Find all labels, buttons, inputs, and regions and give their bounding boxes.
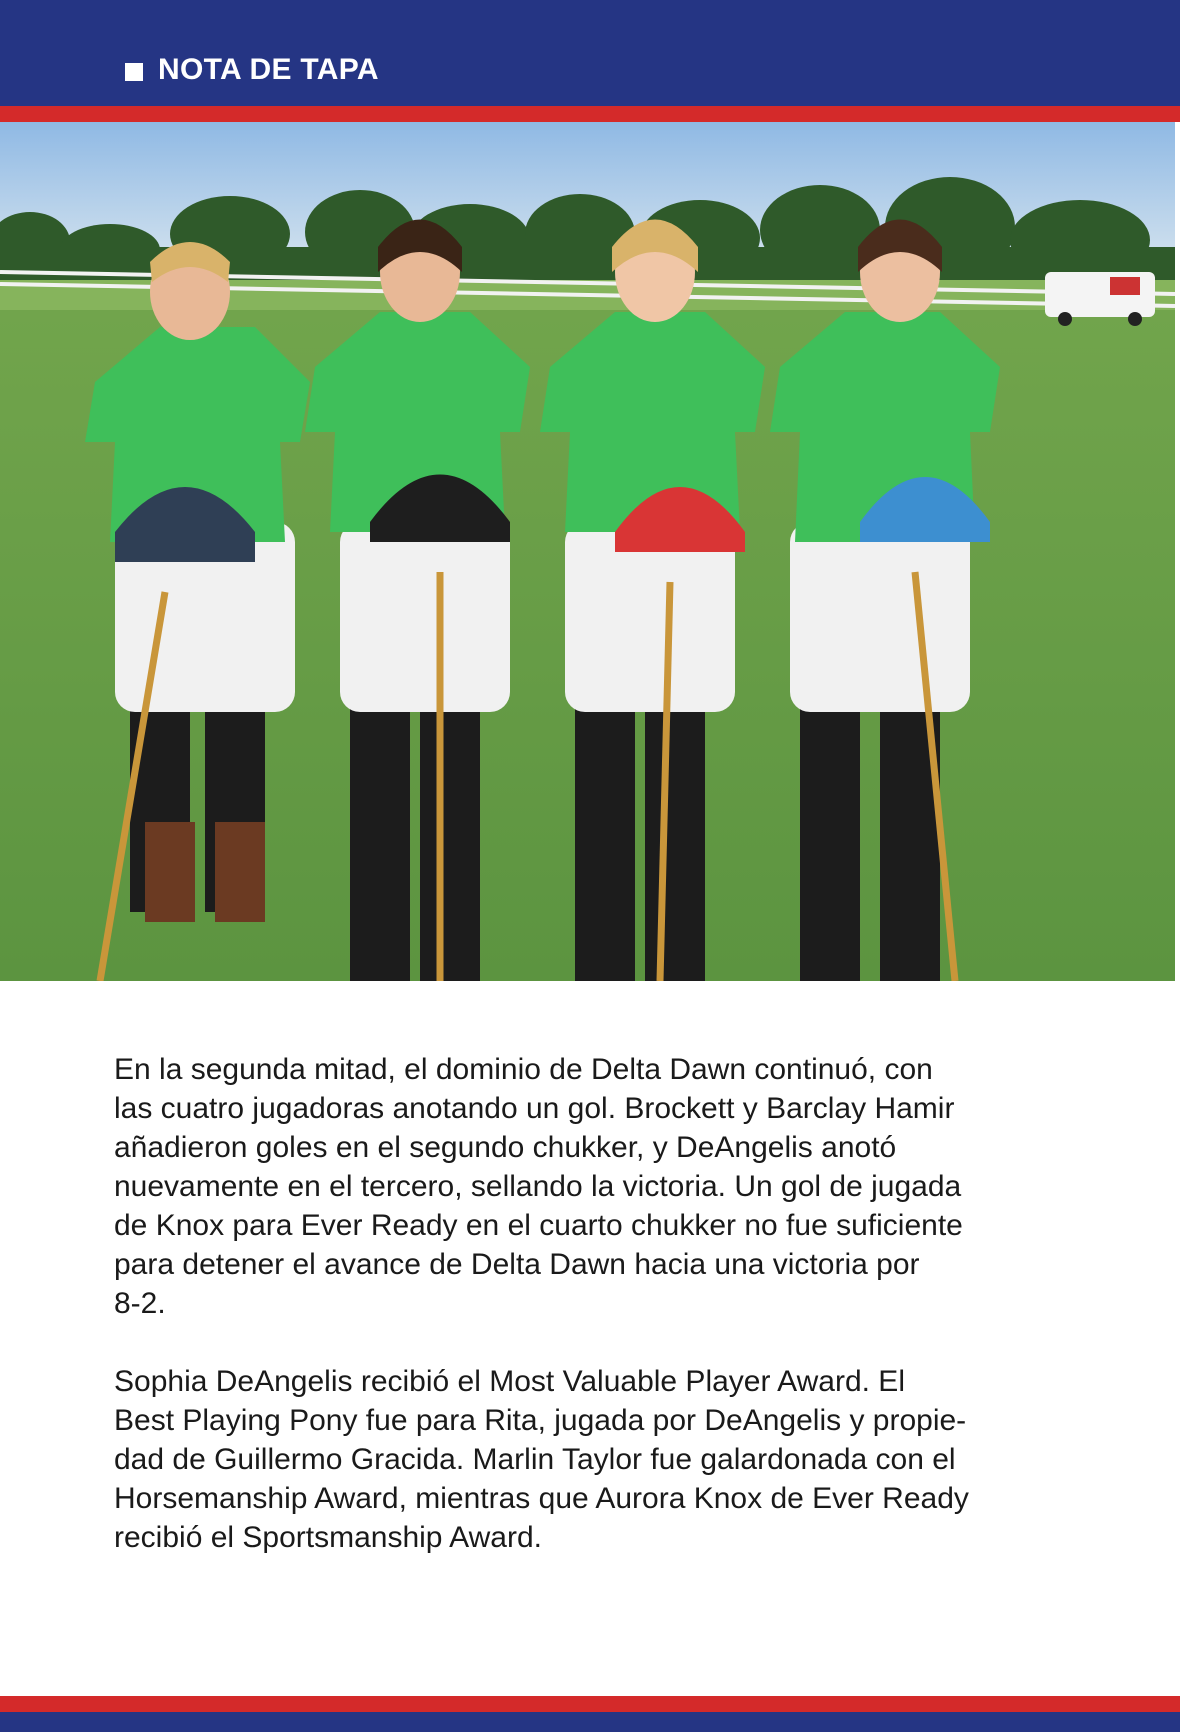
square-bullet-icon <box>125 63 143 81</box>
article-paragraph-1: En la segunda mitad, el dominio de Delta Dawn continuó, con las cuatro jugadoras anotando un gol. Brockett y Barclay Hamir añadieron goles en el segundo chukker, y DeAngelis anotó nuevamente en el tercero, sellando la victoria. Un gol de jugada de Knox para Ever Ready en el cuarto chukker no fue suficiente para detener el avance de Delta Dawn hacia una victoria por 8-2. <box>114 1053 963 1320</box>
footer-blue-stripe <box>0 1712 1180 1732</box>
section-label: NOTA DE TAPA <box>158 53 379 86</box>
article-paragraph-2: Sophia DeAngelis recibió el Most Valuable Player Award. El Best Playing Pony fue para Rita, jugada por DeAngelis y propie- dad de Guillermo Gracida. Marlin Taylor fue galardonada con el Horsemanship Award, mientras que Aurora Knox de Ever Ready recibió el Sportsmanship Award. <box>114 1365 969 1554</box>
header-red-stripe <box>0 106 1180 122</box>
footer-red-stripe <box>0 1696 1180 1712</box>
team-photo <box>0 122 1175 981</box>
header-bar <box>0 0 1180 106</box>
article-body <box>114 1050 1094 1596</box>
team-photo-illustration <box>0 122 1175 981</box>
